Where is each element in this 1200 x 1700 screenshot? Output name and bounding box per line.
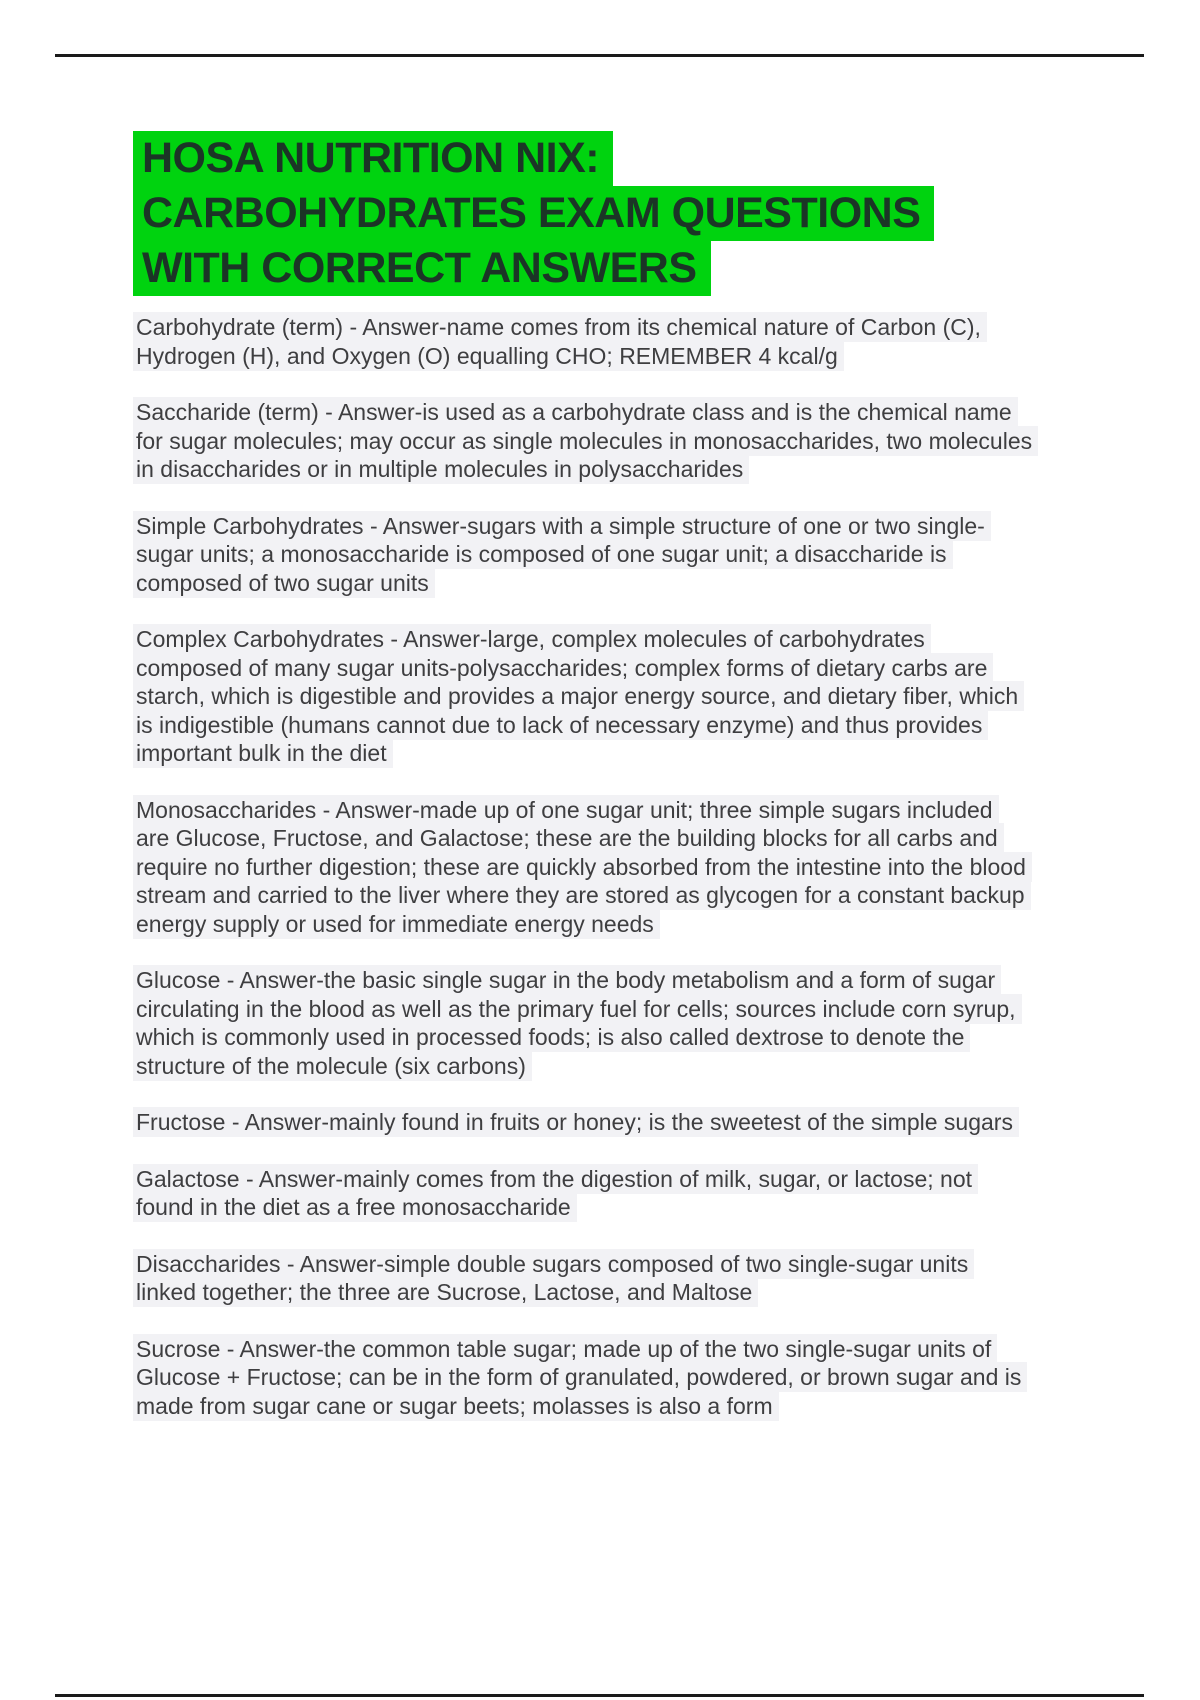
document-body <box>133 313 1173 1448</box>
paragraph-text: Sucrose - Answer-the common table sugar; made up of the two single-sugar units of Glucose + Fructose; can be in the form of granulated, powdered, or brown sugar and is made from sugar cane or sugar beets; molasses is also a form <box>133 1334 1027 1421</box>
paragraph-text: Simple Carbohydrates - Answer-sugars with a simple structure of one or two single- sugar units; a monosaccharide is composed of one sugar unit; a disaccharide is composed of two sugar units <box>133 511 991 598</box>
paragraph <box>133 398 1173 484</box>
paragraph-text: Glucose - Answer-the basic single sugar in the body metabolism and a form of sugar circulating in the blood as well as the primary fuel for cells; sources include corn syrup, which is commonly used in processed foods; is also called dextrose to denote the structure of the molecule (six carbons) <box>133 965 1022 1081</box>
paragraph-text: Carbohydrate (term) - Answer-name comes from its chemical nature of Carbon (C), Hydrogen (H), and Oxygen (O) equalling CHO; REMEMBER 4 kcal/g <box>133 312 987 371</box>
paragraph-text: Disaccharides - Answer-simple double sugars composed of two single-sugar units linked together; the three are Sucrose, Lactose, and Maltose <box>133 1249 974 1308</box>
paragraph <box>133 1108 1173 1137</box>
paragraph <box>133 1335 1173 1421</box>
title-line-2 <box>133 186 934 241</box>
paragraph <box>133 796 1173 939</box>
title-line-1 <box>133 131 934 186</box>
paragraph <box>133 966 1173 1080</box>
paragraph-text: Complex Carbohydrates - Answer-large, complex molecules of carbohydrates composed of many sugar units-polysaccharides; complex forms of dietary carbs are starch, which is digestible and provides a major energy source, and dietary fiber, which is indigestible (humans cannot due to lack of necessary enzyme) and thus provides important bulk in the diet <box>133 624 1024 768</box>
bottom-rule <box>55 1694 1144 1697</box>
title-line-1-text: HOSA NUTRITION NIX: <box>133 131 613 186</box>
paragraph-text: Saccharide (term) - Answer-is used as a carbohydrate class and is the chemical name for sugar molecules; may occur as single molecules in monosaccharides, two molecules in disaccharides or in multiple molecules in polysaccharides <box>133 397 1038 484</box>
top-rule <box>55 54 1144 57</box>
title-line-3-text: WITH CORRECT ANSWERS <box>133 241 711 296</box>
paragraph <box>133 313 1173 370</box>
paragraph <box>133 625 1173 768</box>
title-line-2-text: CARBOHYDRATES EXAM QUESTIONS <box>133 186 934 241</box>
title-line-3 <box>133 241 934 296</box>
paragraph <box>133 1250 1173 1307</box>
paragraph-text: Monosaccharides - Answer-made up of one sugar unit; three simple sugars included are Glucose, Fructose, and Galactose; these are the building blocks for all carbs and require no further digestion; these are quickly absorbed from the intestine into the blood stream and carried to the liver where they are stored as glycogen for a constant backup energy supply or used for immediate energy needs <box>133 795 1032 939</box>
paragraph-text: Fructose - Answer-mainly found in fruits or honey; is the sweetest of the simple sugars <box>133 1107 1019 1137</box>
page-title <box>133 131 934 296</box>
paragraph <box>133 512 1173 598</box>
paragraph-text: Galactose - Answer-mainly comes from the digestion of milk, sugar, or lactose; not found in the diet as a free monosaccharide <box>133 1164 978 1223</box>
paragraph <box>133 1165 1173 1222</box>
